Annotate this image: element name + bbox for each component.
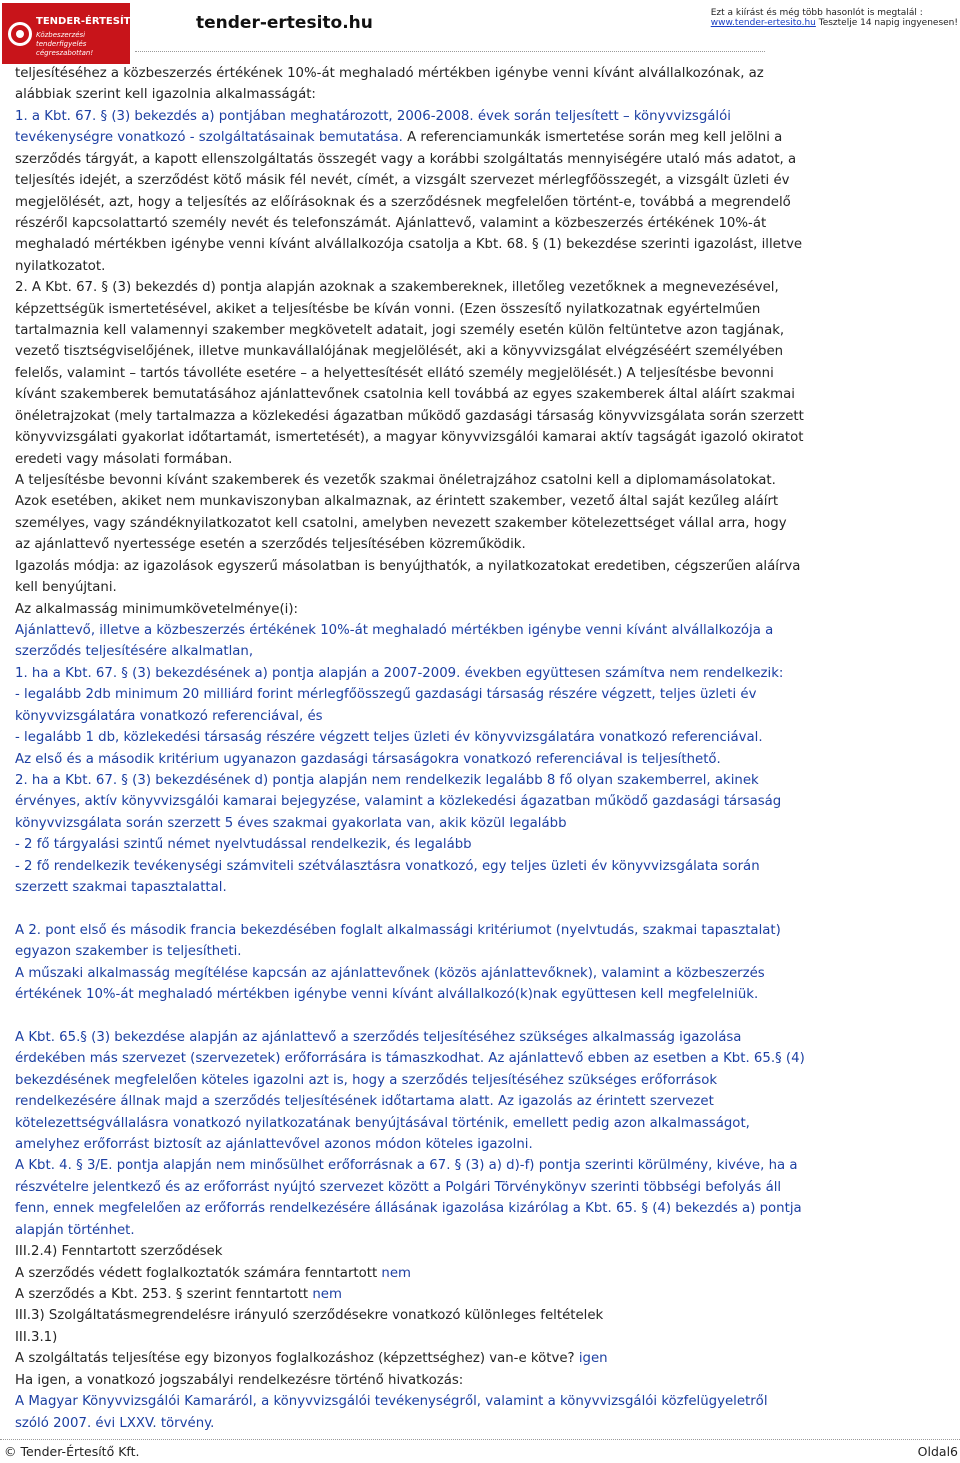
logo[interactable] xyxy=(2,3,158,64)
footer xyxy=(0,1439,960,1463)
field-label: A szolgáltatás teljesítése egy bizonyos foglalkozáshoz (képzettséghez) van-e kötve? xyxy=(15,1351,579,1367)
field-row xyxy=(15,1263,805,1284)
paragraph: teljesítéséhez a közbeszerzés értékének 10%-át meghaladó mértékben igénybe venni kívánt alvállalkozónak, az alábbiak szerint kell igazolnia alkalmasságát: xyxy=(15,66,764,103)
paragraph xyxy=(15,106,805,277)
logo-mark-icon xyxy=(8,22,32,46)
field-label: Ha igen, a vonatkozó jogszabályi rendelkezésre történő hivatkozás: xyxy=(15,1372,464,1388)
field-value: igen xyxy=(578,1351,608,1367)
paragraph: - legalább 2db minimum 20 milliárd forint mérlegfőösszegű gazdasági társaság részére végzett, teljes üzleti év könyvvizsgálatára vonatkozó referenciával, és xyxy=(15,687,757,724)
field-value: A Magyar Könyvvizsgálói Kamaráról, a könyvvizsgálói tevékenységről, valamint a könyvvizsgálói közfelügyeletről szóló 2007. évi LXXV. törvény. xyxy=(15,1394,768,1431)
document-body xyxy=(15,63,805,1434)
promo-line2: Tesztelje 14 napig ingyenesen! xyxy=(815,18,958,28)
paragraph: 2. A Kbt. 67. § (3) bekezdés d) pontja alapján azoknak a szakembereknek, illetőleg vezetőknek a megnevezésével, képzettségük ismertetésével, akiket a teljesítésbe be kíván vonni. (Ezen összesítő nyilatkozatnak egyértelműen tartalmaznia kell valamennyi szakember megkövetelt adatait, jogi személy esetén külön feltüntetve azon tagjának, vezető tisztségviselőjének, illetve munkavállalójának megjelölését, aki a könyvvizsgálat elvégzéséért személyében felelős, valamint – tartós távolléte esetére – a helyettesítését ellátó személy megjelölését.) A teljesítésbe bevonni kívánt szakemberek bemutatásához ajánlattevőnek csatolnia kell továbbá az egyes szakemberek által aláírt szakmai önéletrajzokat (mely tartalmazza a közlekedési ágazatban működő gazdasági társaság könyvvizsgálata során szerzett könyvvizsgálati gyakorlat időtartamát, ismertetését), a magyar könyvvizsgálói kamarai aktív tagságát igazoló okiratot eredeti vagy másolati formában. xyxy=(15,280,804,467)
field-value: nem xyxy=(381,1265,411,1281)
paragraph: 1. ha a Kbt. 67. § (3) bekezdésének a) pontja alapján a 2007-2009. években együttesen számítva nem rendelkezik: xyxy=(15,665,784,681)
paragraph-text: A referenciamunkák ismertetése során meg kell jelölni a szerződés tárgyát, a kapott ellenszolgáltatás összegét vagy a korábbi szolgáltatás mennyiségére utaló más adatot, a teljesítés idejét, a szerződést kötő másik fél nevét, címét, a vizsgált szervezet mérlegfőösszegét, a vizsgált üzleti év megjelölését, azt, hogy a teljesítés az előírásoknak és a szerződésnek megfelelően történt-e, továbbá a megrendelő részéről kapcsolattartó személy nevét és telefonszámát. Ajánlattevő, valamint a közbeszerzés értékének 10%-át meghaladó mértékben igénybe venni kívánt alvállalkozója csatolja a Kbt. 68. § (1) bekezdése szerinti igazolást, illetve nyilatkozatot. xyxy=(15,130,803,274)
field-label: A szerződés a Kbt. 253. § szerint fenntartott xyxy=(15,1286,313,1302)
section-heading: III.3.1) xyxy=(15,1329,58,1345)
paragraph: 2. ha a Kbt. 67. § (3) bekezdésének d) pontja alapján nem rendelkezik legalább 8 fő olyan szakemberrel, akinek érvényes, aktív könyvvizsgálói kamarai bejegyzése, valamint a közlekedési ágazatban működő gazdasági társaság könyvvizsgálata során szerzett 5 éves szakmai gyakorlata van, akik közül legalább xyxy=(15,772,782,831)
section-heading: III.3) Szolgáltatásmegrendelésre irányuló szerződésekre vonatkozó különleges feltételek xyxy=(15,1308,604,1324)
paragraph: Ajánlattevő, illetve a közbeszerzés értékének 10%-át meghaladó mértékben igénybe venni kívánt alvállalkozója a szerződés teljesítésére alkalmatlan, xyxy=(15,622,774,660)
spacer xyxy=(15,898,805,919)
field-row xyxy=(15,1348,805,1369)
field-value: nem xyxy=(312,1286,342,1302)
section-label: Az alkalmasság minimumkövetelménye(i): xyxy=(15,601,298,617)
field-row xyxy=(15,1284,805,1305)
paragraph: A Kbt. 65.§ (3) bekezdése alapján az ajánlattevő a szerződés teljesítéséhez szükséges alkalmasság igazolása érdekében más szervezet (szervezetek) erőforrására is támaszkodhat. Az ajánlattevő ebben az esetben a Kbt. 65.§ (4) bekezdésének megfelelően köteles igazolni azt is, hogy a szerződés teljesítéséhez szükséges erőforrások rendelkezésére állnak majd a szerződés teljesítésének időtartama alatt. Az igazolás az érintett szervezet kötelezettségvállalásra vonatkozó nyilatkozatának benyújtásával történik, emellett pedig azon alkalmasságot, amelyhez erőforrást biztosít az ajánlattevővel azonos módon köteles igazolni. xyxy=(15,1029,805,1153)
header-divider xyxy=(135,51,765,52)
promo-line1: Ezt a kiírást és még több hasonlót is megtalál : xyxy=(710,8,923,18)
page-number: Oldal6 xyxy=(917,1444,958,1459)
paragraph: - legalább 1 db, közlekedési társaság részére végzett teljes üzleti év könyvvizsgálatára vonatkozó referenciával. xyxy=(15,730,763,746)
paragraph: A 2. pont első és második francia bekezdésében foglalt alkalmassági kritériumot (nyelvtudás, szakmai tapasztalat) egyazon szakember is teljesítheti. xyxy=(15,922,781,960)
paragraph: - 2 fő tárgyalási szintű német nyelvtudással rendelkezik, és legalább xyxy=(15,837,472,853)
paragraph: A teljesítésbe bevonni kívánt szakemberek és vezetők szakmai önéletrajzához csatolni kell a diplomamásolatokat. Azok esetében, akiket nem munkaviszonyban alkalmaznak, az érintett szakember, vezető által saját kezűleg aláírt személyes, vagy szándéknyilatkozatot kell csatolni, amelyben nevezett szakember kötelezettséget vállal arra, hogy az ajánlattevő nyertessége esetén a szerződés teljesítésében közreműködik. xyxy=(15,473,787,553)
site-title: tender-ertesito.hu xyxy=(196,13,373,33)
paragraph: Az első és a második kritérium ugyanazon gazdasági társaságokra vonatkozó referenciával is teljesíthető. xyxy=(15,751,721,767)
spacer xyxy=(15,1006,805,1027)
logo-tagline: Közbeszerzési tenderfigyelés cégreszabottan! xyxy=(36,31,94,57)
paragraph: Igazolás módja: az igazolások egyszerű másolatban is benyújthatók, a nyilatkozatokat eredetiben, cégszerűen aláírva kell benyújtani. xyxy=(15,558,801,596)
paragraph: A Kbt. 4. § 3/E. pontja alapján nem minősülhet erőforrásnak a 67. § (3) a) d)-f) pontja szerinti körülmény, kivéve, ha a részvételre jelentkező és az erőforrást nyújtó szervezet között a Polgári Törvénykönyv szerinti többségi befolyás áll fenn, ennek megfelelően az erőforrás rendelkezésére állásának igazolása kizárólag a Kbt. 65. § (4) bekezdés a) pontja alapján történhet. xyxy=(15,1158,802,1238)
paragraph: A műszaki alkalmasság megítélése kapcsán az ajánlattevőnek (közös ajánlattevőknek), valamint a közbeszerzés értékének 10%-át meghaladó mértékben igénybe venni kívánt alvállalkozó(k)nak együttesen kell megfelelniük. xyxy=(15,965,765,1003)
logo-name: TENDER-ÉRTESÍTŐ.hu xyxy=(36,16,158,27)
field-label: A szerződés védett foglalkoztatók számára fenntartott xyxy=(15,1265,382,1281)
copyright: © Tender-Értesítő Kft. xyxy=(4,1444,140,1459)
paragraph: - 2 fő rendelkezik tevékenységi számviteli szétválasztásra vonatkozó, egy teljes üzleti év könyvvizsgálata során szerzett szakmai tapasztalattal. xyxy=(15,858,760,896)
promo-link[interactable]: www.tender-ertesito.hu xyxy=(710,18,816,28)
highlighted-text: 1. a Kbt. 67. § (3) bekezdés a) pontjában meghatározott, 2006-2008. évek során teljesített – könyvvizsgálói tevékenységre vonatkozó - szolgáltatásainak bemutatása. xyxy=(15,108,731,146)
promo-banner xyxy=(711,8,958,28)
section-heading: III.2.4) Fenntartott szerződések xyxy=(15,1244,223,1260)
